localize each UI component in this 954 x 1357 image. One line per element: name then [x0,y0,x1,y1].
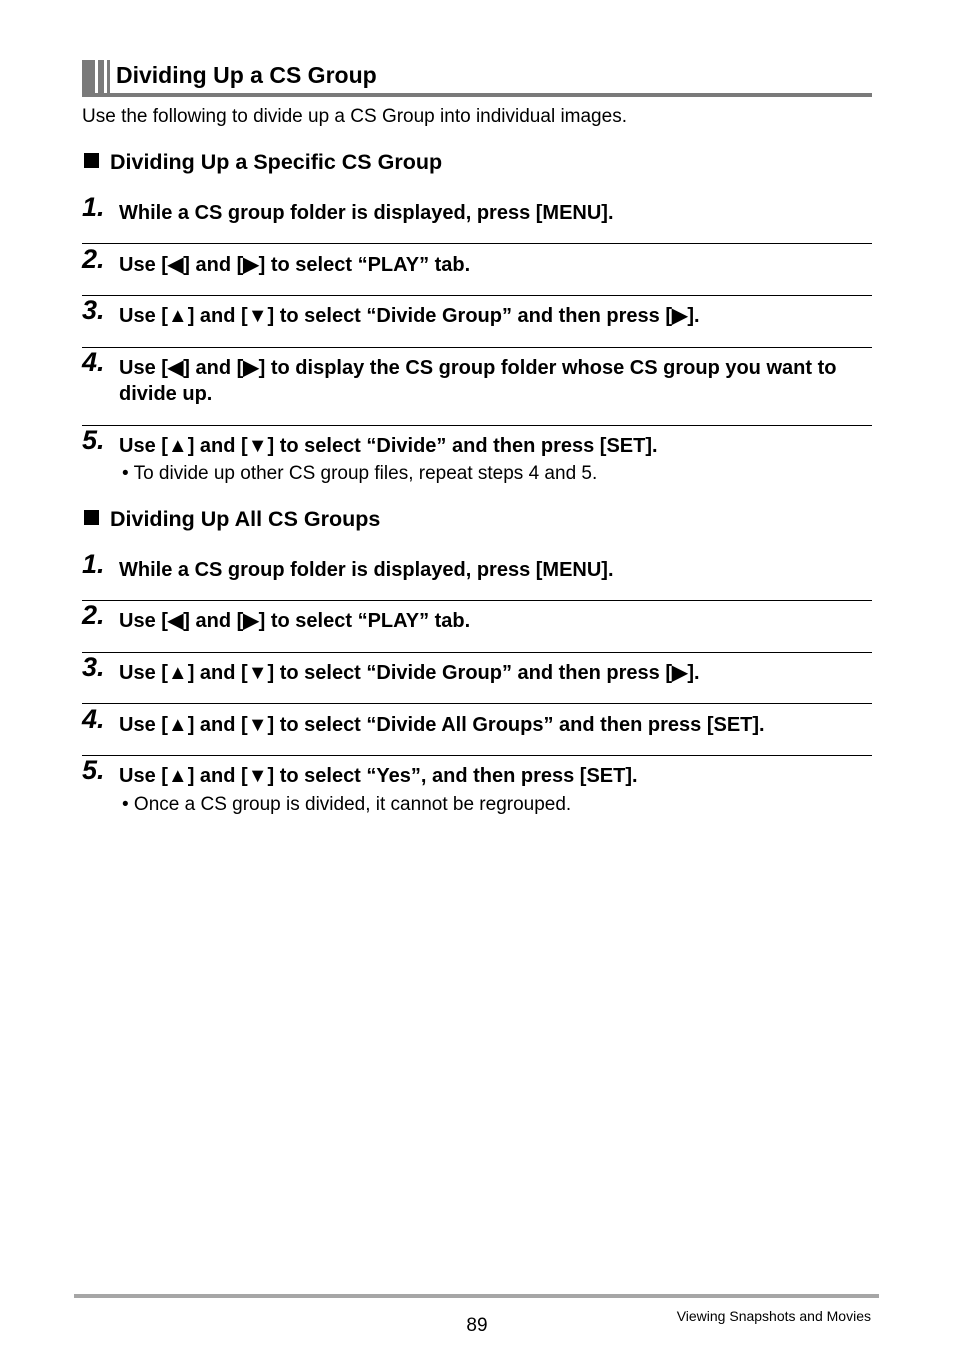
subheading-specific [84,150,442,175]
step-number: 2. [82,600,105,630]
header-bar-decoration [107,60,110,96]
step-number: 3. [82,295,105,325]
step-divider [82,755,872,756]
subheading-specific-text: Dividing Up a Specific CS Group [110,150,443,174]
step-text: Use [◀] and [▶] to select “PLAY” tab. [119,254,471,276]
step-number: 4. [82,347,105,377]
step-text: While a CS group folder is displayed, press [MENU]. [119,559,614,581]
step-divider [82,652,872,653]
footer-rule [74,1294,879,1298]
step-text: Use [◀] and [▶] to display the CS group folder whose CS group you want to divide up. [119,357,837,405]
step-number: 5. [82,755,105,785]
step-divider [82,243,872,244]
all-note: • Once a CS group is divided, it cannot be regrouped. [122,794,572,815]
specific-note: • To divide up other CS group files, repeat steps 4 and 5. [122,463,598,484]
step-number: 2. [82,244,105,274]
section-title: Dividing Up a CS Group [116,62,377,88]
section-header [82,58,872,98]
step-divider [82,295,872,296]
step-divider [82,425,872,426]
step-text: Use [▲] and [▼] to select “Divide Group” and then press [▶]. [119,662,700,684]
step-text: Use [▲] and [▼] to select “Yes”, and then press [SET]. [119,765,638,787]
step-divider [82,347,872,348]
intro-text: Use the following to divide up a CS Group into individual images. [82,106,627,127]
header-rule [82,93,872,97]
step-number: 3. [82,652,105,682]
step-text: Use [▲] and [▼] to select “Divide Group” and then press [▶]. [119,305,700,327]
subheading-all-text: Dividing Up All CS Groups [110,507,381,531]
square-bullet-icon [84,510,99,525]
header-bar-decoration [98,60,104,96]
step-text: Use [◀] and [▶] to select “PLAY” tab. [119,610,471,632]
footer-section-label: Viewing Snapshots and Movies [676,1308,871,1324]
square-bullet-icon [84,153,99,168]
header-bar-decoration [82,60,95,96]
step-divider [82,703,872,704]
step-number: 4. [82,704,105,734]
step-divider [82,600,872,601]
step-number: 5. [82,425,105,455]
step-text: Use [▲] and [▼] to select “Divide” and then press [SET]. [119,435,658,457]
page-number: 89 [466,1315,488,1336]
step-number: 1. [82,192,105,222]
step-text: While a CS group folder is displayed, press [MENU]. [119,202,614,224]
subheading-all [84,507,380,532]
step-text: Use [▲] and [▼] to select “Divide All Groups” and then press [SET]. [119,714,765,736]
step-number: 1. [82,549,105,579]
